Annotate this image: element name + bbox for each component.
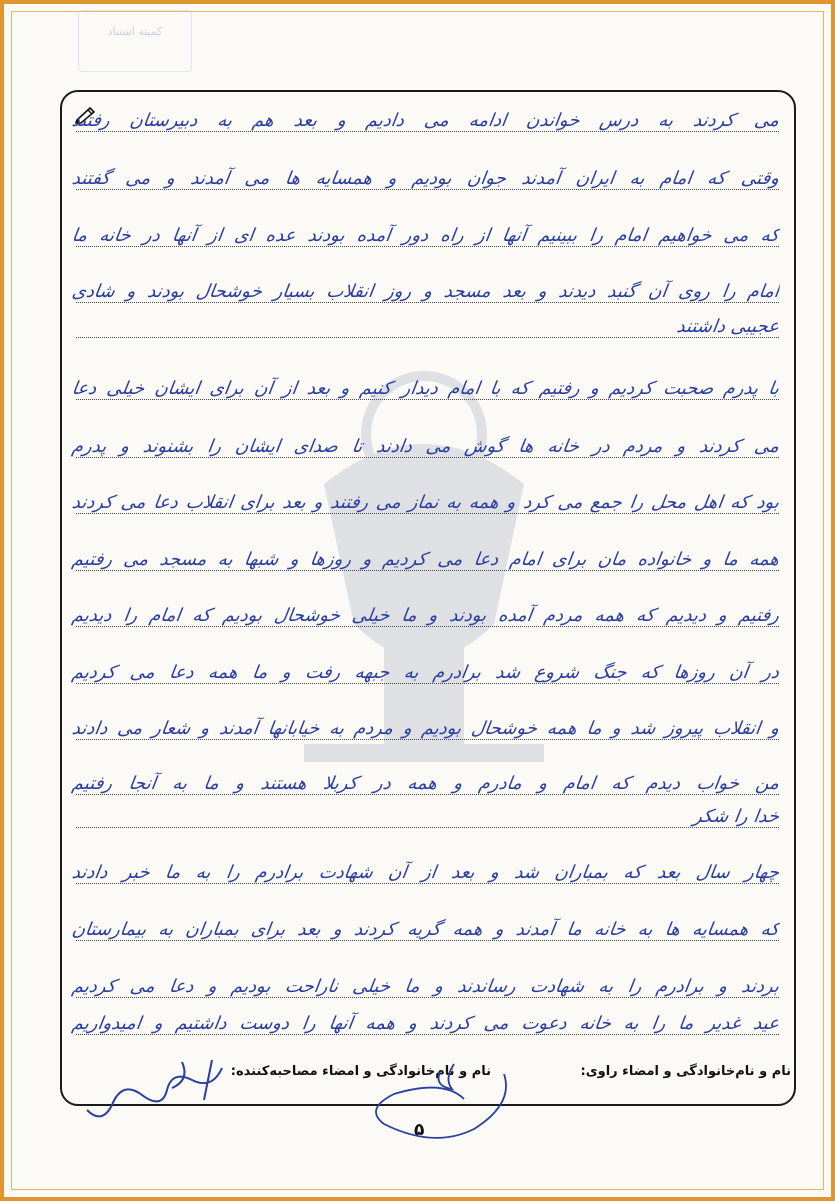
handwritten-line: من خواب دیدم که امام و مادرم و همه در کربلا هستند و ما به آنجا رفتیم [70, 773, 781, 794]
handwritten-line: امام را روی آن گنبد دیدند و بعد مسجد و روز انقلاب بسیار خوشحال بودند و شادی [70, 281, 781, 302]
faded-stamp [78, 10, 192, 72]
handwritten-line: بردند و برادرم را به شهادت رساندند و ما خیلی ناراحت بودیم و دعا می کردیم [70, 976, 781, 997]
handwritten-line: خدا را شکر [691, 806, 781, 827]
handwritten-line: همه ما و خانواده مان برای امام دعا می کردیم و روزها و شبها به مسجد می رفتیم [70, 549, 781, 570]
handwritten-line: که همسایه ها به خانه ما آمدند و همه گریه کردند و بعد برای بمباران به بیمارستان [70, 919, 781, 940]
interviewer-signature-label: نام و نام‌خانوادگی و امضاء مصاحبه‌کننده: [230, 1064, 491, 1079]
handwritten-line: چهار سال بعد که بمباران شد و بعد از آن شهادت برادرم را به ما خبر دادند [70, 862, 781, 883]
handwritten-line: وقتی که امام به ایران آمدند جوان بودیم و همسایه ها می آمدند و می گفتند [70, 168, 781, 189]
interviewer-signature [354, 1054, 524, 1144]
handwritten-line: عجیبی داشتند [675, 316, 781, 337]
stamp-text: کمیته استناد [107, 25, 163, 38]
handwritten-line: عید غدیر ما را به خانه دعوت می کردند و همه آنها را دوست داشتیم و امیدواریم [70, 1013, 781, 1034]
handwritten-line: می کردند و مردم در خانه ها گوش می دادند تا صدای ایشان را بشنوند و پدرم [70, 436, 781, 457]
handwritten-line: که می خواهیم امام را ببینیم آنها از راه دور آمده بودند عده ای از آنها در خانه ما [70, 225, 781, 246]
handwritten-line: با پدرم صحبت کردیم و رفتیم که با امام دیدار کنیم و بعد از آن برای ایشان خیلی دعا [70, 378, 781, 399]
handwritten-line: می کردند به درس خواندن ادامه می دادیم و بعد هم به دبیرستان رفتند [70, 110, 781, 131]
narrator-signature [72, 1050, 242, 1130]
handwritten-line: رفتیم و دیدیم که همه مردم آمده بودند و ما خیلی خوشحال بودیم که امام را دیدیم [70, 605, 781, 626]
page-number: ۵ [414, 1120, 425, 1140]
handwritten-line: بود که اهل محل را جمع می کرد و همه به نماز می رفتند و بعد برای انقلاب دعا می کردند [70, 492, 781, 513]
handwritten-line: در آن روزها که جنگ شروع شد برادرم به جبهه رفت و ما همه دعا می کردیم [70, 662, 781, 683]
handwritten-line: و انقلاب پیروز شد و ما همه خوشحال بودیم و مردم به خیابانها آمدند و شعار می دادند [70, 718, 781, 739]
narrator-signature-label: نام و نام‌خانوادگی و امضاء راوی: [580, 1064, 791, 1079]
